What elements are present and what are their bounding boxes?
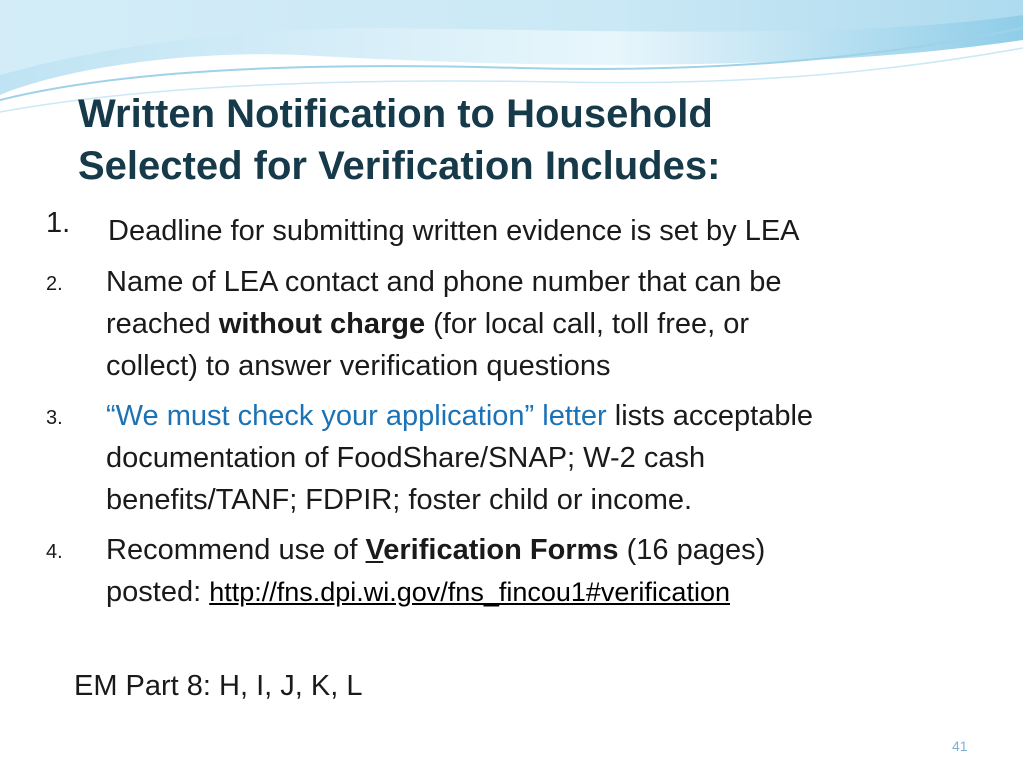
text-fragment: (16 pages) bbox=[618, 534, 766, 566]
emphasis-text: without charge bbox=[218, 308, 426, 340]
item-number: 2. bbox=[46, 273, 63, 295]
item-number: 1. bbox=[46, 207, 71, 239]
list-item-3 bbox=[46, 395, 976, 521]
item-text-line-3: collect) to answer verification questions bbox=[106, 350, 611, 382]
text-fragment: reached bbox=[106, 308, 219, 340]
item-number: 4. bbox=[46, 541, 63, 563]
text-fragment: lists acceptable bbox=[606, 400, 814, 432]
item-text-line-2 bbox=[106, 303, 976, 345]
item-text-line-2 bbox=[106, 571, 976, 613]
title-line-2: Selected for Verification Includes: bbox=[78, 144, 721, 188]
emphasis-initial: V bbox=[365, 534, 384, 566]
item-text-line-3: benefits/TANF; FDPIR; foster child or income. bbox=[106, 484, 693, 516]
text-fragment: (for local call, toll free, or bbox=[425, 308, 750, 340]
text-fragment: Recommend use of bbox=[106, 534, 366, 566]
item-text: Deadline for submitting written evidence is set by LEA bbox=[108, 215, 800, 247]
item-text-line-1: Name of LEA contact and phone number that can be bbox=[106, 266, 782, 298]
page-number: 41 bbox=[952, 738, 968, 754]
emphasis-text: erification Forms bbox=[383, 534, 619, 566]
title-line-1: Written Notification to Household bbox=[78, 92, 713, 136]
item-number: 3. bbox=[46, 407, 63, 429]
letter-name-highlight: “We must check your application” letter bbox=[106, 400, 607, 432]
text-fragment: posted: bbox=[106, 576, 210, 608]
verification-forms-link[interactable]: http://fns.dpi.wi.gov/fns_fincou1#verification bbox=[209, 577, 730, 607]
item-text-line-1 bbox=[106, 529, 976, 571]
em-reference: EM Part 8: H, I, J, K, L bbox=[74, 670, 363, 702]
list-item-2 bbox=[46, 261, 976, 387]
list-item-4 bbox=[46, 529, 976, 613]
list-item-1 bbox=[46, 207, 976, 252]
item-text-line-2: documentation of FoodShare/SNAP; W-2 cash bbox=[106, 442, 706, 474]
slide-title bbox=[78, 88, 978, 192]
item-text-line-1 bbox=[106, 395, 976, 437]
